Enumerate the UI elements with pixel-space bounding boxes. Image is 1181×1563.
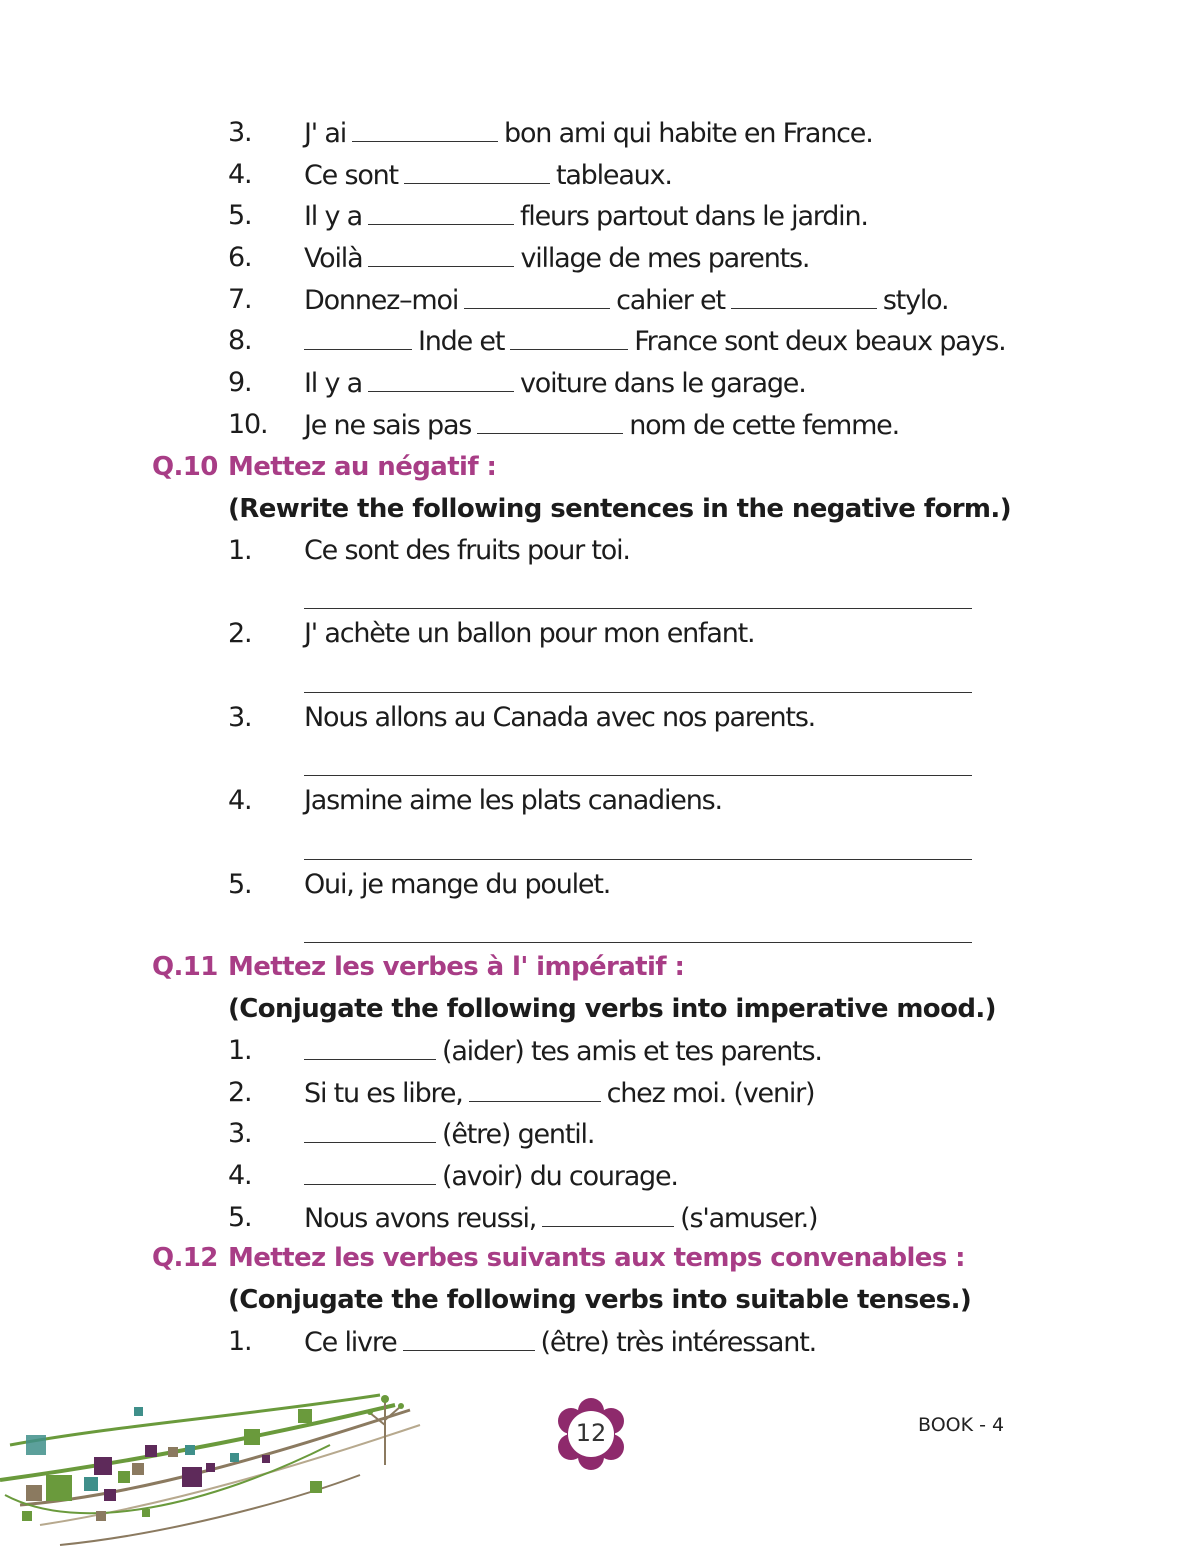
question-number: Q.11	[152, 952, 218, 982]
item-text: nom de cette femme.	[629, 410, 899, 441]
exercise-item	[0, 409, 1100, 445]
fill-blank[interactable]	[304, 1118, 436, 1143]
item-text: voiture dans le garage.	[519, 368, 806, 399]
exercise-item	[0, 1118, 1100, 1154]
item-text: chez moi. (venir)	[606, 1078, 815, 1109]
item-number: 4.	[228, 1160, 252, 1191]
fill-blank[interactable]	[510, 325, 628, 350]
answer-line[interactable]	[304, 775, 972, 776]
fill-blank[interactable]	[403, 1326, 535, 1351]
exercise-item	[0, 159, 1100, 195]
exercise-item	[0, 200, 1100, 236]
item-number: 2.	[228, 618, 252, 649]
fill-blank[interactable]	[404, 159, 550, 184]
item-text: Ce sont des fruits pour toi.	[304, 535, 630, 566]
section-instruction: (Conjugate the following verbs into suitable tenses.)	[228, 1285, 972, 1315]
answer-line[interactable]	[304, 859, 972, 860]
fill-blank[interactable]	[542, 1202, 674, 1227]
exercise-item	[0, 869, 1100, 905]
item-number: 1.	[228, 1035, 252, 1066]
exercise-item	[0, 367, 1100, 403]
question-number: Q.12	[152, 1243, 218, 1273]
exercise-item	[0, 1202, 1100, 1238]
item-text: Oui, je mange du poulet.	[304, 869, 611, 900]
item-number: 5.	[228, 869, 252, 900]
item-text: (être) très intéressant.	[540, 1327, 816, 1358]
exercise-item	[0, 284, 1100, 320]
exercise-item	[0, 1160, 1100, 1196]
item-text: Il y a	[304, 201, 362, 232]
fill-blank[interactable]	[368, 367, 514, 392]
exercise-item	[0, 535, 1100, 571]
item-text: (aider) tes amis et tes parents.	[442, 1036, 822, 1067]
item-text: stylo.	[882, 285, 949, 316]
fill-blank[interactable]	[304, 325, 412, 350]
section-instruction: (Rewrite the following sentences in the negative form.)	[228, 494, 1011, 524]
item-number: 9.	[228, 367, 252, 398]
question-title: Mettez au négatif :	[228, 452, 497, 482]
item-text: bon ami qui habite en France.	[504, 118, 873, 149]
item-text: Jasmine aime les plats canadiens.	[304, 785, 722, 816]
section-heading	[152, 452, 496, 482]
fill-blank[interactable]	[368, 242, 514, 267]
book-label: BOOK - 4	[918, 1414, 1005, 1436]
footer-decoration	[0, 1385, 440, 1555]
item-text: tableaux.	[555, 160, 672, 191]
item-number: 3.	[228, 117, 252, 148]
section-heading	[152, 1243, 965, 1273]
item-text: Ce sont	[304, 160, 398, 191]
item-text: Si tu es libre,	[304, 1078, 463, 1109]
item-text: Nous avons reussi,	[304, 1203, 537, 1234]
exercise-item	[0, 242, 1100, 278]
question-number: Q.10	[152, 452, 218, 482]
exercise-item	[0, 1326, 1100, 1362]
item-text: (s'amuser.)	[680, 1203, 818, 1234]
item-text: Donnez–moi	[304, 285, 459, 316]
item-text: Voilà	[304, 243, 363, 274]
item-number: 1.	[228, 1326, 252, 1357]
item-number: 4.	[228, 785, 252, 816]
item-text: cahier et	[616, 285, 725, 316]
item-number: 1.	[228, 535, 252, 566]
fill-blank[interactable]	[464, 284, 610, 309]
section-heading	[152, 952, 684, 982]
item-text: J' achète un ballon pour mon enfant.	[304, 618, 755, 649]
item-text: fleurs partout dans le jardin.	[519, 201, 868, 232]
item-text: J' ai	[304, 118, 347, 149]
item-number: 7.	[228, 284, 252, 315]
item-text: Ce livre	[304, 1327, 397, 1358]
exercise-item	[0, 1077, 1100, 1113]
item-number: 5.	[228, 1202, 252, 1233]
exercise-item	[0, 785, 1100, 821]
item-number: 5.	[228, 200, 252, 231]
exercise-item	[0, 1035, 1100, 1071]
item-number: 2.	[228, 1077, 252, 1108]
item-number: 3.	[228, 1118, 252, 1149]
answer-line[interactable]	[304, 608, 972, 609]
item-text: Nous allons au Canada avec nos parents.	[304, 702, 816, 733]
answer-line[interactable]	[304, 692, 972, 693]
fill-blank[interactable]	[304, 1035, 436, 1060]
item-number: 10.	[228, 409, 268, 440]
section-instruction: (Conjugate the following verbs into imperative mood.)	[228, 994, 996, 1024]
fill-blank[interactable]	[731, 284, 877, 309]
item-text: Inde et	[418, 326, 505, 357]
page-number: 12	[575, 1419, 607, 1447]
exercise-item	[0, 325, 1100, 361]
exercise-item	[0, 702, 1100, 738]
item-number: 4.	[228, 159, 252, 190]
page-number-badge	[555, 1398, 627, 1470]
question-title: Mettez les verbes suivants aux temps convenables :	[228, 1243, 965, 1273]
item-number: 3.	[228, 702, 252, 733]
item-text: Je ne sais pas	[304, 410, 472, 441]
item-number: 8.	[228, 325, 252, 356]
answer-line[interactable]	[304, 942, 972, 943]
question-title: Mettez les verbes à l' impératif :	[228, 952, 685, 982]
item-text: (avoir) du courage.	[442, 1161, 678, 1192]
fill-blank[interactable]	[352, 117, 498, 142]
item-number: 6.	[228, 242, 252, 273]
item-text: Il y a	[304, 368, 362, 399]
fill-blank[interactable]	[477, 409, 623, 434]
item-text: (être) gentil.	[442, 1119, 595, 1150]
fill-blank[interactable]	[469, 1077, 601, 1102]
exercise-item	[0, 117, 1100, 153]
exercise-item	[0, 618, 1100, 654]
item-text: France sont deux beaux pays.	[634, 326, 1006, 357]
fill-blank[interactable]	[368, 200, 514, 225]
item-text: village de mes parents.	[520, 243, 810, 274]
fill-blank[interactable]	[304, 1160, 436, 1185]
